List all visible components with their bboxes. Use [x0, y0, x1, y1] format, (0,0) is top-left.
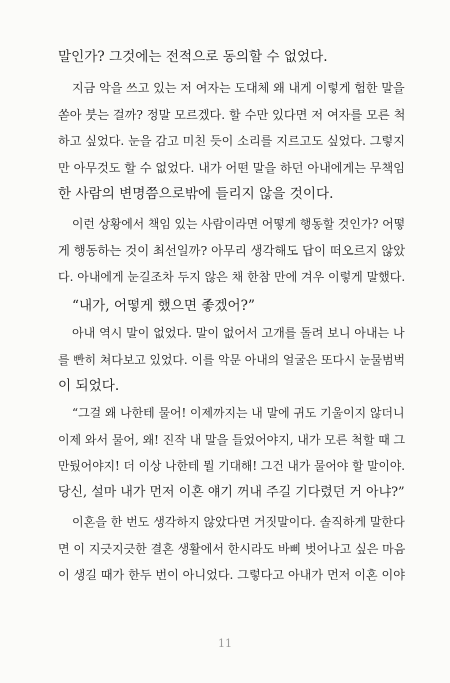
- paragraph-4: [58, 293, 405, 320]
- text-line: 게 행동하는 것이 최선일까? 아무리 생각해도 답이 떠오르지 않았: [58, 243, 406, 258]
- text-line: 이제 와서 물어, 왜! 진작 내 말을 들었어야지, 내가 모른 척할 때 그: [58, 432, 406, 447]
- paragraph-2: [58, 75, 405, 208]
- text-line: 하고 싶었다. 눈을 감고 미친 듯이 소리를 지르고도 싶었다. 그렇지: [58, 134, 405, 149]
- page-number: 11: [218, 637, 232, 650]
- text-line: 다. 아내에게 눈길조차 두지 않은 채 한참 만에 겨우 이렇게 말했다.: [58, 270, 406, 285]
- text-line: 면 이 지긋지긋한 결혼 생활에서 한시라도 바삐 벗어나고 싶은 마음: [58, 541, 406, 556]
- text-line: 이런 상황에서 책임 있는 사람이라면 어떻게 행동할 것인가? 어떻: [72, 217, 406, 231]
- paragraph-3: [58, 211, 405, 291]
- text-line: 지금 악을 쓰고 있는 저 여자는 도대체 왜 내게 이렇게 험한 말을: [72, 81, 405, 95]
- text-line: 를 빤히 쳐다보고 있었다. 이를 악문 아내의 얼굴은 또다시 눈물범벅: [58, 352, 406, 367]
- text-line: 이 생길 때가 한두 번이 아니었다. 그렇다고 아내가 먼저 이혼 이야: [58, 568, 405, 583]
- text-line: 이혼을 한 번도 생각하지 않았다면 거짓말이다. 솔직하게 말한다: [72, 515, 405, 529]
- paragraph-5: [58, 320, 405, 400]
- text-line: 쏟아 붓는 걸까? 정말 모르겠다. 할 수만 있다면 저 여자를 모른 척: [58, 107, 406, 122]
- paragraph-7: [58, 509, 405, 589]
- text-line: 한 사람의 변명쯤으로밖에 들리지 않을 것이다.: [58, 186, 334, 203]
- text-line: “내가, 어떻게 했으면 좋겠어?”: [72, 298, 255, 314]
- text-line: 만 아무것도 할 수 없었다. 내가 어떤 말을 하던 아내에게는 무책임: [58, 160, 405, 175]
- paragraph-6: [58, 400, 405, 506]
- text-line: 이 되었다.: [58, 378, 120, 395]
- text-line: “그걸 왜 나한테 물어! 이제까지는 내 말에 귀도 기울이지 않더니: [72, 406, 405, 420]
- text-line: 말인가? 그것에는 전적으로 동의할 수 없었다.: [58, 49, 328, 65]
- text-line: 아내 역시 말이 없었다. 말이 없어서 고개를 돌려 보니 아내는 나: [72, 326, 405, 340]
- paragraph-1: [58, 44, 405, 71]
- text-line: 당신, 설마 내가 먼저 이혼 얘기 꺼내 주길 기다렸던 거 아냐?”: [58, 484, 405, 500]
- text-line: 만뒀어야지! 더 이상 나한테 뭘 기대해! 그건 내가 물어야 할 말이야.: [58, 459, 406, 474]
